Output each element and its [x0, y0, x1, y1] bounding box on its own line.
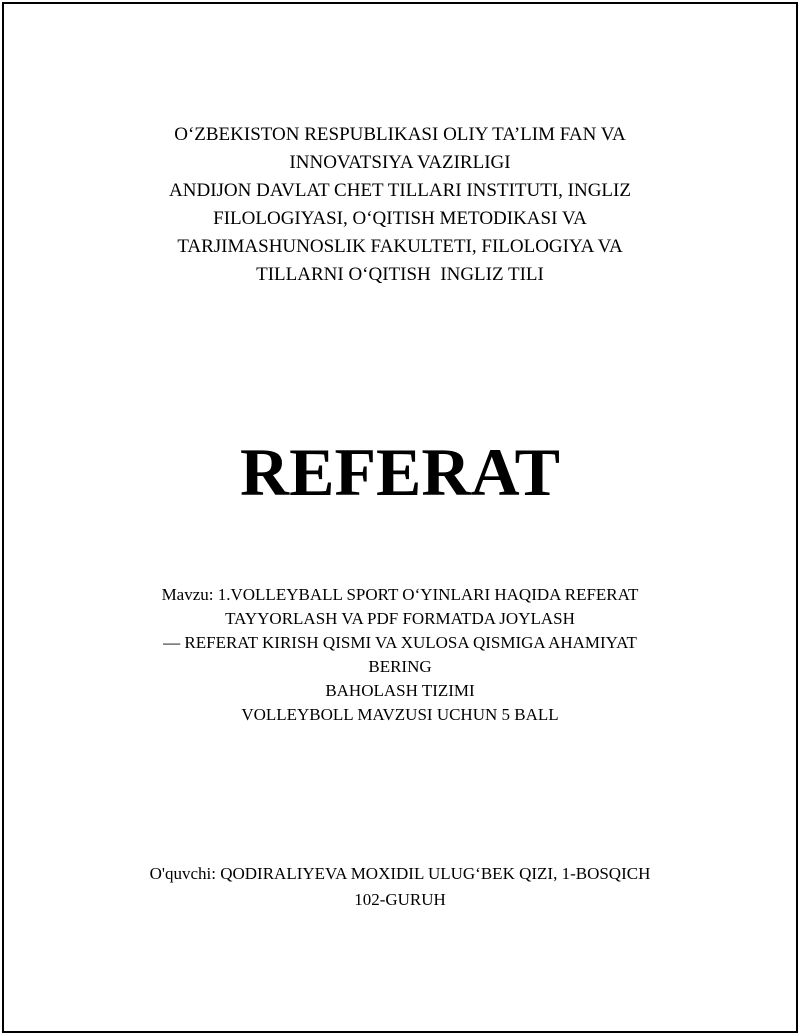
header-line: ANDIJON DAVLAT CHET TILLARI INSTITUTI, INGLIZ	[169, 180, 631, 201]
header-line: TARJIMASHUNOSLIK FAKULTETI, FILOLOGIYA VA	[177, 236, 623, 257]
institution-header	[0, 121, 800, 289]
student-line: O'quvchi: QODIRALIYEVA MOXIDIL ULUG‘BEK QIZI, 1-BOSQICH	[149, 864, 651, 883]
topic-line: BAHOLASH TIZIMI	[325, 681, 475, 700]
topic-line: VOLLEYBOLL MAVZUSI UCHUN 5 BALL	[241, 705, 559, 724]
header-line: TILLARNI O‘QITISH INGLIZ TILI	[256, 264, 544, 285]
header-line: INNOVATSIYA VAZIRLIGI	[289, 152, 511, 173]
topic-line: — REFERAT KIRISH QISMI VA XULOSA QISMIGA AHAMIYAT	[163, 633, 637, 652]
topic-line: TAYYORLASH VA PDF FORMATDA JOYLASH	[225, 609, 575, 628]
topic-line: BERING	[368, 657, 432, 676]
document-title: REFERAT	[240, 434, 560, 510]
student-line: 102-GURUH	[354, 890, 446, 909]
student-info	[0, 861, 800, 913]
header-line: FILOLOGIYASI, O‘QITISH METODIKASI VA	[213, 208, 587, 229]
header-line: O‘ZBEKISTON RESPUBLIKASI OLIY TA’LIM FAN VA	[174, 124, 626, 145]
title-section	[0, 436, 800, 508]
topic-line: Mavzu: 1.VOLLEYBALL SPORT O‘YINLARI HAQIDA REFERAT	[161, 585, 639, 604]
topic-section	[0, 583, 800, 727]
